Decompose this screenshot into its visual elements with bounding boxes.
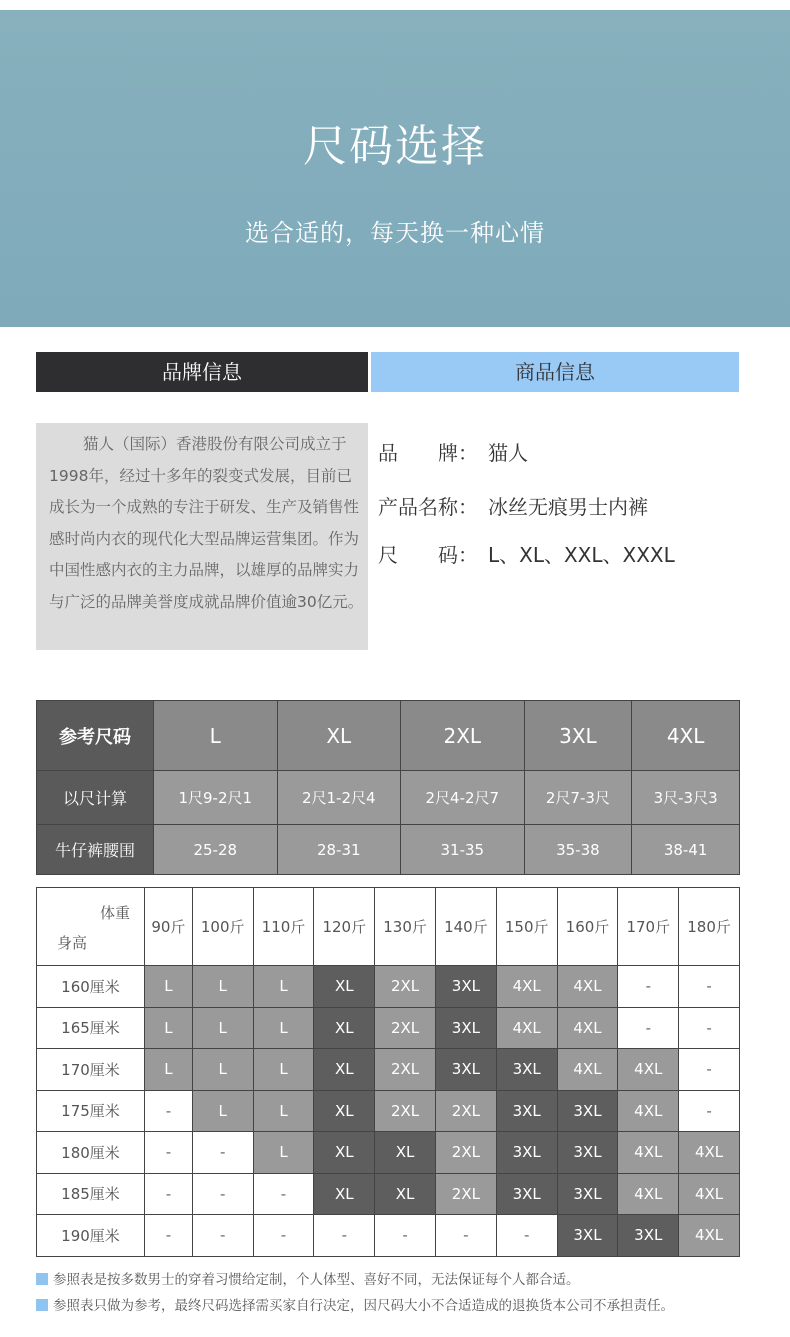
fit-size-cell: 4XL xyxy=(679,1173,740,1215)
fit-size-cell: 4XL xyxy=(618,1132,679,1174)
weight-header-cell: 90斤 xyxy=(145,888,193,966)
table-row xyxy=(37,966,740,1008)
size-cell: L xyxy=(154,701,278,771)
note-line xyxy=(36,1294,674,1314)
fit-size-cell: 4XL xyxy=(496,966,557,1008)
fit-size-cell: - xyxy=(679,1090,740,1132)
fit-size-cell: - xyxy=(253,1215,314,1257)
fit-size-cell: 3XL xyxy=(435,1049,496,1091)
fit-size-cell: 3XL xyxy=(496,1090,557,1132)
weight-header-cell: 170斤 xyxy=(618,888,679,966)
fit-size-cell: XL xyxy=(314,1007,375,1049)
fit-size-cell: 3XL xyxy=(557,1173,618,1215)
fit-size-cell: - xyxy=(192,1132,253,1174)
fit-size-cell: L xyxy=(253,966,314,1008)
square-bullet-icon xyxy=(36,1299,48,1311)
fit-size-cell: 4XL xyxy=(557,1007,618,1049)
height-label-cell: 170厘米 xyxy=(37,1049,145,1091)
fit-size-cell: - xyxy=(435,1215,496,1257)
fit-size-cell: L xyxy=(253,1090,314,1132)
table-row xyxy=(37,771,740,825)
fit-size-cell: 4XL xyxy=(557,966,618,1008)
fit-size-cell: - xyxy=(618,1007,679,1049)
fit-size-cell: XL xyxy=(314,1090,375,1132)
fit-size-cell: L xyxy=(145,1007,193,1049)
fit-size-cell: L xyxy=(253,1049,314,1091)
weight-header-cell: 180斤 xyxy=(679,888,740,966)
table-cell: 25-28 xyxy=(154,825,278,875)
fit-size-cell: - xyxy=(679,966,740,1008)
weight-header-cell: 110斤 xyxy=(253,888,314,966)
weight-header-cell: 120斤 xyxy=(314,888,375,966)
table-row xyxy=(37,1215,740,1257)
tab-brand-info: 品牌信息 xyxy=(36,352,368,392)
product-size-key: 尺 码： xyxy=(378,543,478,567)
fit-size-cell: 2XL xyxy=(435,1132,496,1174)
fit-size-cell: 4XL xyxy=(679,1132,740,1174)
table-row xyxy=(37,888,740,966)
fit-size-cell: 3XL xyxy=(496,1132,557,1174)
page-title: 尺码选择 xyxy=(303,121,487,172)
row-label: 牛仔裤腰围 xyxy=(37,825,154,875)
note-text: 参照表是按多数男士的穿着习惯给定制，个人体型、喜好不同，无法保证每个人都合适。 xyxy=(53,1272,580,1288)
fit-size-cell: 2XL xyxy=(375,966,436,1008)
fit-size-cell: L xyxy=(192,1007,253,1049)
fit-size-cell: XL xyxy=(375,1132,436,1174)
note-line xyxy=(36,1268,580,1288)
table-cell: 2尺1-2尺4 xyxy=(277,771,401,825)
height-label-cell: 160厘米 xyxy=(37,966,145,1008)
size-cell: 4XL xyxy=(632,701,740,771)
height-label-cell: 185厘米 xyxy=(37,1173,145,1215)
fit-size-cell: 2XL xyxy=(435,1090,496,1132)
fit-size-cell: - xyxy=(253,1173,314,1215)
fit-size-cell: - xyxy=(145,1173,193,1215)
product-size-line xyxy=(378,539,675,568)
fit-size-cell: L xyxy=(253,1007,314,1049)
fit-size-cell: L xyxy=(145,966,193,1008)
fit-size-cell: - xyxy=(145,1215,193,1257)
height-label-cell: 180厘米 xyxy=(37,1132,145,1174)
fit-size-cell: 4XL xyxy=(557,1049,618,1091)
fit-size-cell: 3XL xyxy=(557,1215,618,1257)
fit-size-cell: 3XL xyxy=(496,1173,557,1215)
table-cell: 31-35 xyxy=(401,825,525,875)
size-cell: 3XL xyxy=(524,701,632,771)
fit-size-cell: 4XL xyxy=(618,1049,679,1091)
table-cell: 2尺4-2尺7 xyxy=(401,771,525,825)
weight-axis-label: 体重 xyxy=(99,904,130,922)
table-cell: 1尺9-2尺1 xyxy=(154,771,278,825)
table-row xyxy=(37,825,740,875)
fit-size-cell: L xyxy=(192,1049,253,1091)
fit-size-cell: - xyxy=(679,1007,740,1049)
fit-size-cell: L xyxy=(192,1090,253,1132)
fit-size-cell: - xyxy=(145,1132,193,1174)
fit-size-cell: 3XL xyxy=(618,1215,679,1257)
table-cell: 28-31 xyxy=(277,825,401,875)
weight-header-cell: 160斤 xyxy=(557,888,618,966)
note-text: 参照表只做为参考，最终尺码选择需买家自行决定，因尺码大小不合适造成的退换货本公司不承担责任。 xyxy=(53,1298,674,1314)
table-row xyxy=(37,1090,740,1132)
fit-size-cell: L xyxy=(145,1049,193,1091)
fit-size-cell: L xyxy=(192,966,253,1008)
product-name-line xyxy=(378,491,648,520)
table-cell: 35-38 xyxy=(524,825,632,875)
fit-size-cell: 3XL xyxy=(496,1049,557,1091)
fit-size-cell: - xyxy=(145,1090,193,1132)
table-cell: 2尺7-3尺 xyxy=(524,771,632,825)
table-row xyxy=(37,1007,740,1049)
fit-size-cell: 4XL xyxy=(496,1007,557,1049)
corner-cell xyxy=(37,888,145,966)
table-row xyxy=(37,1049,740,1091)
fit-size-cell: 4XL xyxy=(679,1215,740,1257)
fit-size-cell: XL xyxy=(375,1173,436,1215)
fit-size-cell: 3XL xyxy=(435,966,496,1008)
height-weight-fit-table xyxy=(36,887,740,1257)
table-cell: 3尺-3尺3 xyxy=(632,771,740,825)
brand-description: 猫人（国际）香港股份有限公司成立于1998年，经过十多年的裂变式发展，目前已成长为一个成熟的专注于研发、生产及销售性感时尚内衣的现代化大型品牌运营集团。作为中国性感内衣的主力品牌，以雄厚的品牌实力与广泛的品牌美誉度成就品牌价值逾30亿元。 xyxy=(36,423,368,650)
fit-size-cell: XL xyxy=(314,966,375,1008)
fit-size-cell: - xyxy=(679,1049,740,1091)
product-name-value: 冰丝无痕男士内裤 xyxy=(488,495,648,519)
size-header-cell: 参考尺码 xyxy=(37,701,154,771)
weight-header-cell: 130斤 xyxy=(375,888,436,966)
page-subtitle: 选合适的，每天换一种心情 xyxy=(245,219,545,247)
fit-size-cell: 2XL xyxy=(375,1007,436,1049)
fit-size-cell: - xyxy=(192,1173,253,1215)
tab-product-info: 商品信息 xyxy=(371,352,739,392)
size-cell: 2XL xyxy=(401,701,525,771)
fit-size-cell: 2XL xyxy=(435,1173,496,1215)
fit-size-cell: 2XL xyxy=(375,1049,436,1091)
fit-size-cell: XL xyxy=(314,1173,375,1215)
product-size-value: L、XL、XXL、XXXL xyxy=(488,543,675,567)
fit-size-cell: 3XL xyxy=(435,1007,496,1049)
fit-size-cell: 4XL xyxy=(618,1090,679,1132)
product-brand-value: 猫人 xyxy=(488,441,528,465)
table-row xyxy=(37,1132,740,1174)
table-cell: 38-41 xyxy=(632,825,740,875)
product-brand-line xyxy=(378,437,528,466)
height-axis-label: 身高 xyxy=(57,934,88,952)
table-row xyxy=(37,701,740,771)
height-label-cell: 175厘米 xyxy=(37,1090,145,1132)
fit-size-cell: - xyxy=(314,1215,375,1257)
square-bullet-icon xyxy=(36,1273,48,1285)
fit-size-cell: 3XL xyxy=(557,1090,618,1132)
header-banner xyxy=(0,10,790,327)
row-label: 以尺计算 xyxy=(37,771,154,825)
size-reference-table xyxy=(36,700,740,875)
fit-size-cell: 3XL xyxy=(557,1132,618,1174)
product-brand-key: 品 牌： xyxy=(378,441,478,465)
fit-size-cell: 4XL xyxy=(618,1173,679,1215)
weight-header-cell: 140斤 xyxy=(435,888,496,966)
fit-size-cell: - xyxy=(618,966,679,1008)
height-label-cell: 190厘米 xyxy=(37,1215,145,1257)
product-name-key: 产品名称： xyxy=(378,495,478,519)
fit-size-cell: L xyxy=(253,1132,314,1174)
fit-size-cell: - xyxy=(192,1215,253,1257)
fit-size-cell: XL xyxy=(314,1132,375,1174)
fit-size-cell: - xyxy=(375,1215,436,1257)
size-cell: XL xyxy=(277,701,401,771)
weight-header-cell: 150斤 xyxy=(496,888,557,966)
fit-size-cell: - xyxy=(496,1215,557,1257)
height-label-cell: 165厘米 xyxy=(37,1007,145,1049)
fit-size-cell: XL xyxy=(314,1049,375,1091)
weight-header-cell: 100斤 xyxy=(192,888,253,966)
fit-size-cell: 2XL xyxy=(375,1090,436,1132)
table-row xyxy=(37,1173,740,1215)
